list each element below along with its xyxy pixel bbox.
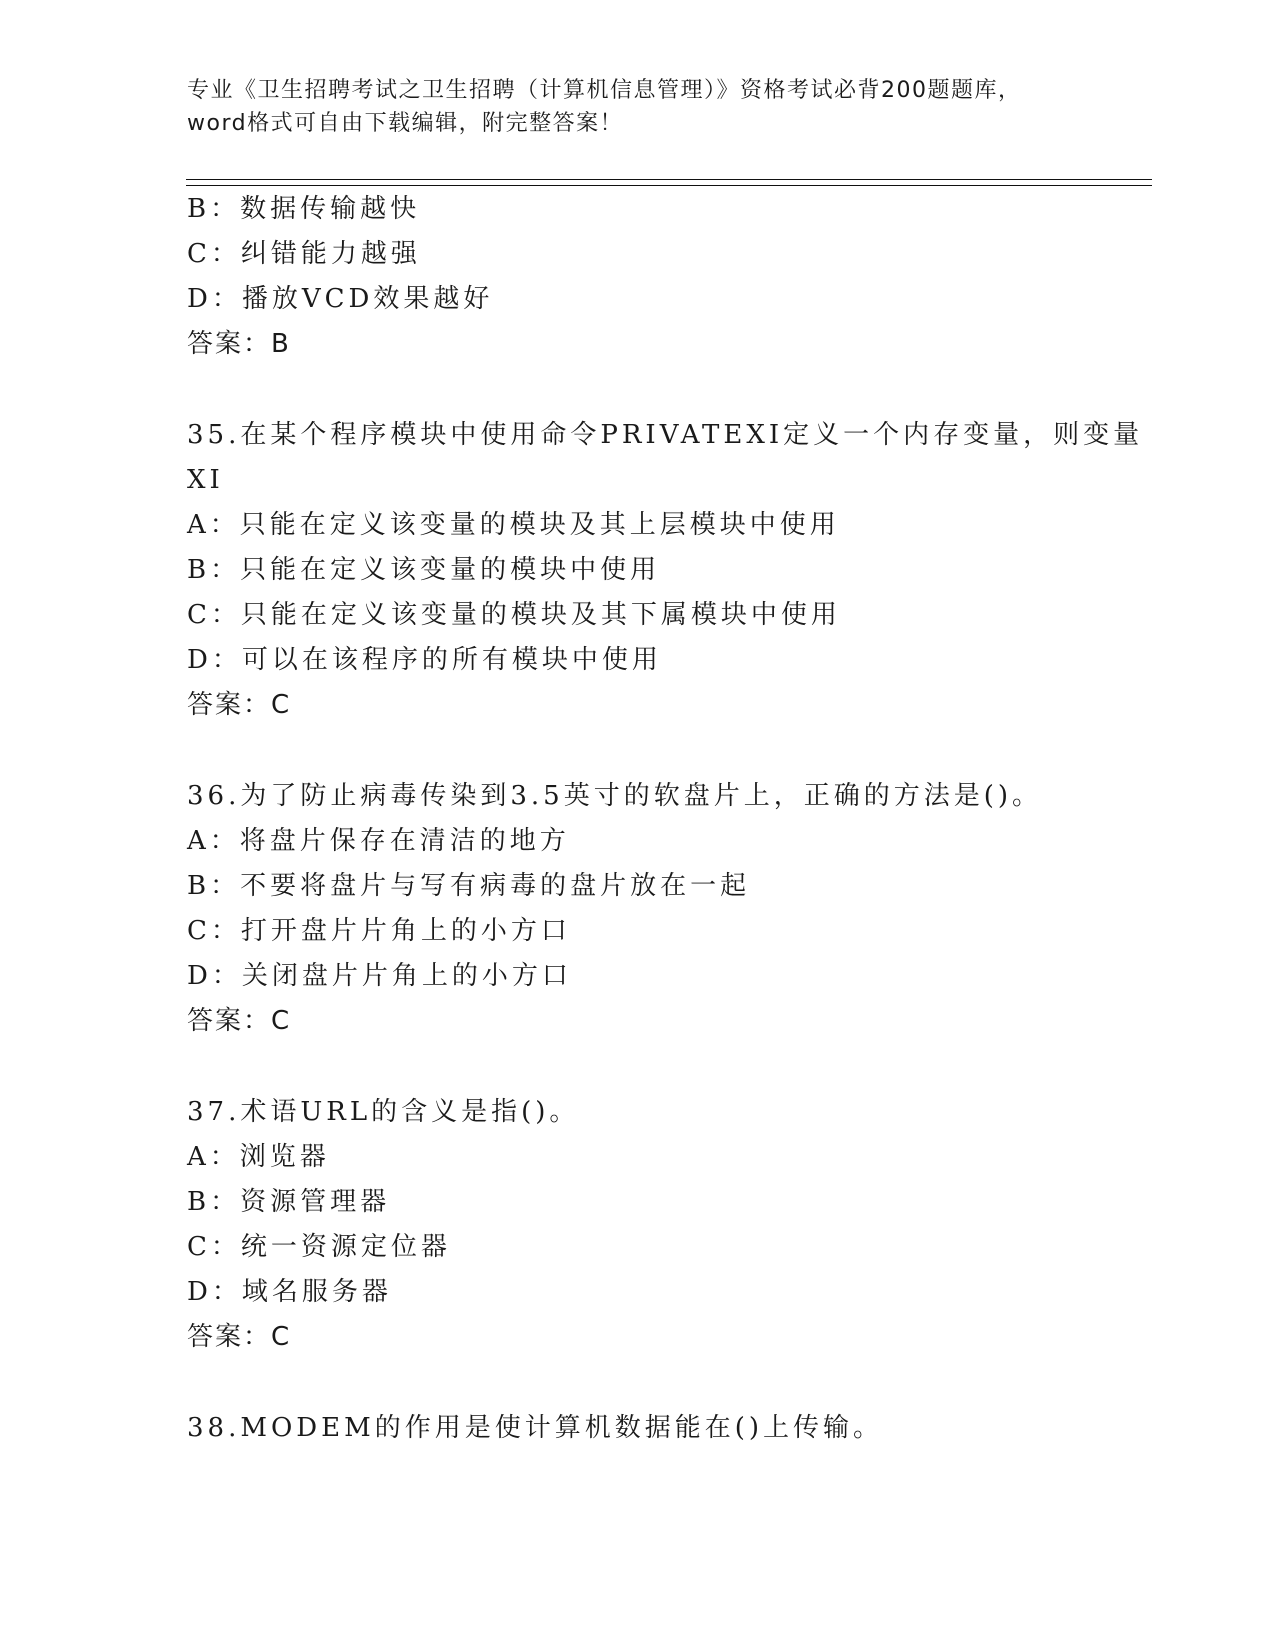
q37-option-a: A：浏览器	[187, 1142, 330, 1172]
header-divider-top	[186, 179, 1152, 180]
q36-option-b: B：不要将盘片与写有病毒的盘片放在一起	[187, 871, 751, 901]
q38-stem: 38.MODEM的作用是使计算机数据能在()上传输。	[187, 1413, 884, 1443]
q37-stem: 37.术语URL的含义是指()。	[187, 1097, 580, 1127]
q36-stem: 36.为了防止病毒传染到3.5英寸的软盘片上，正确的方法是()。	[187, 781, 1042, 811]
q35-option-b: B：只能在定义该变量的模块中使用	[187, 555, 661, 585]
header-line-1: 专业《卫生招聘考试之卫生招聘（计算机信息管理）》资格考试必背200题题库，	[187, 78, 1022, 103]
q35-stem-line-2: XI	[187, 465, 224, 495]
q37-answer: 答案：C	[187, 1322, 292, 1352]
q36-answer: 答案：C	[187, 1006, 292, 1036]
q35-option-c: C：只能在定义该变量的模块及其下属模块中使用	[187, 600, 841, 630]
document-header	[187, 74, 1067, 140]
q35-option-a: A：只能在定义该变量的模块及其上层模块中使用	[187, 510, 840, 540]
header-line-2: word格式可自由下载编辑，附完整答案！	[187, 111, 624, 136]
q34-answer: 答案：B	[187, 329, 291, 359]
q36-option-c: C：打开盘片片角上的小方口	[187, 916, 571, 946]
q37-option-b: B：资源管理器	[187, 1187, 391, 1217]
q34-option-b: B：数据传输越快	[187, 194, 421, 224]
q34-option-d: D：播放VCD效果越好	[187, 284, 494, 314]
q34-option-c: C：纠错能力越强	[187, 239, 421, 269]
q36-option-d: D：关闭盘片片角上的小方口	[187, 961, 572, 991]
header-divider-bottom	[186, 185, 1152, 186]
q35-answer: 答案：C	[187, 690, 292, 720]
q36-option-a: A：将盘片保存在清洁的地方	[187, 826, 570, 856]
q37-option-c: C：统一资源定位器	[187, 1232, 451, 1262]
q37-option-d: D：域名服务器	[187, 1277, 392, 1307]
q35-option-d: D：可以在该程序的所有模块中使用	[187, 645, 662, 675]
q35-stem-line-1: 35.在某个程序模块中使用命令PRIVATEXI定义一个内存变量，则变量	[187, 420, 1144, 450]
